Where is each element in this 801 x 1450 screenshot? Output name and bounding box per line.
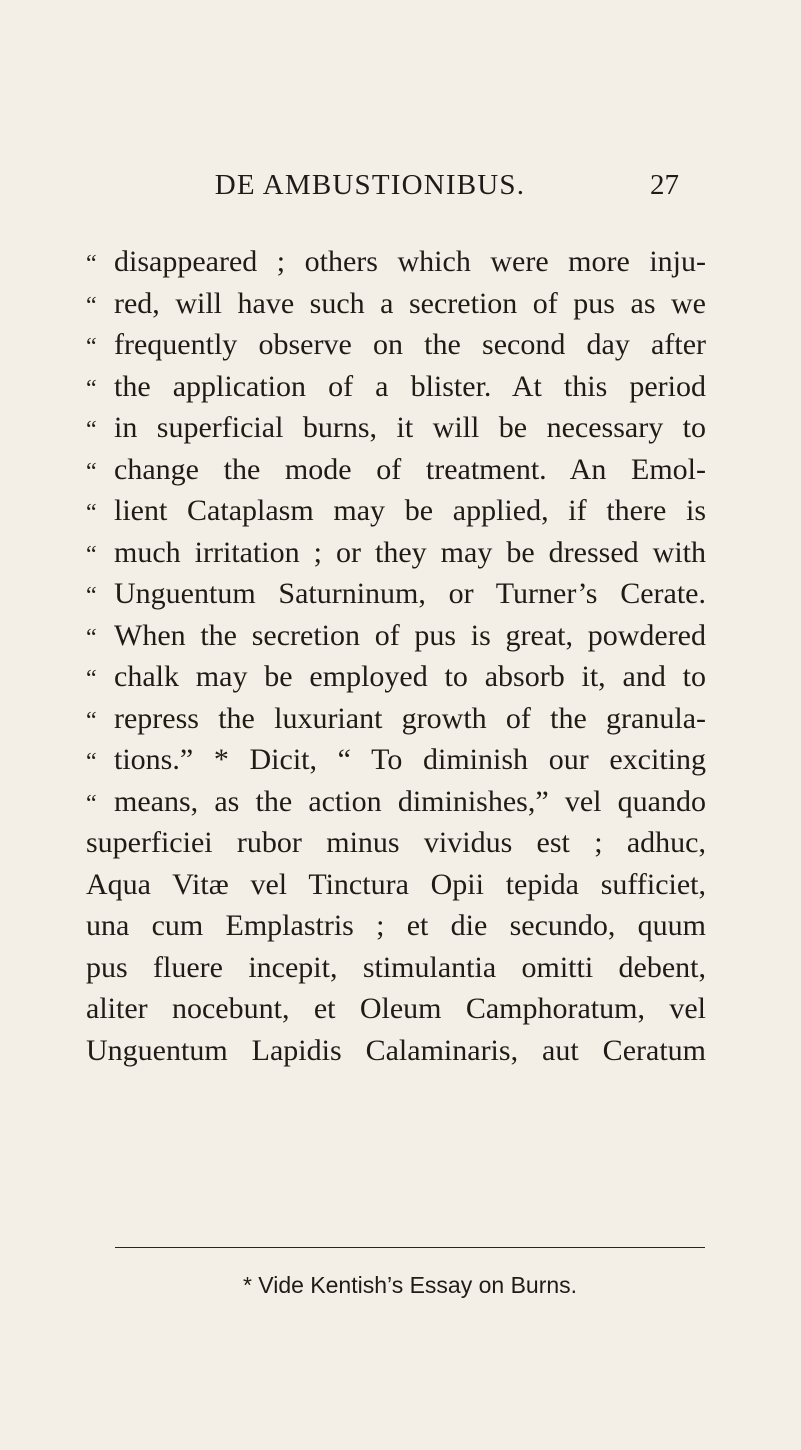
footnote: * Vide Kentish’s Essay on Burns.: [242, 1272, 578, 1298]
line-text: frequently observe on the second day after: [114, 328, 706, 361]
line-text: Aqua Vitæ vel Tinctura Opii tepida sufficiet,: [86, 867, 706, 901]
quote-mark: “: [86, 707, 97, 734]
running-header: DE AMBUSTIONIBUS.: [214, 169, 526, 201]
line-text: una cum Emplastris ; et die secundo, quum: [86, 909, 706, 942]
text-line: [86, 615, 706, 657]
line-text: chalk may be employed to absorb it, and to: [114, 660, 706, 693]
text-line: [86, 864, 706, 906]
text-line: [86, 283, 706, 325]
line-text: red, will have such a secretion of pus as we: [114, 286, 706, 320]
quote-mark: “: [86, 292, 97, 319]
text-line: [86, 449, 706, 491]
quote-mark: “: [86, 458, 97, 485]
text-line: [86, 532, 706, 574]
text-line: [86, 366, 706, 408]
text-line: [86, 947, 706, 989]
text-line: [86, 407, 706, 449]
text-line: [86, 988, 706, 1030]
text-line: [86, 1030, 706, 1072]
line-text: much irritation ; or they may be dressed with: [114, 535, 706, 569]
line-text: repress the luxuriant growth of the granula-: [114, 701, 706, 735]
text-line: [86, 822, 706, 864]
quote-mark: “: [86, 749, 97, 775]
line-text: Unguentum Lapidis Calaminaris, aut Ceratum: [86, 1033, 706, 1067]
text-line: [86, 698, 706, 740]
body-text: [86, 241, 706, 1071]
line-text: lient Cataplasm may be applied, if there is: [114, 494, 706, 527]
line-text: in superficial burns, it will be necessary to: [114, 411, 706, 444]
text-line: [86, 656, 706, 698]
line-text: means, as the action diminishes,” vel quando: [114, 784, 706, 818]
line-text: tions.” * Dicit, “ To diminish our exciting: [114, 743, 706, 776]
line-text: change the mode of treatment. An Emol-: [114, 452, 706, 486]
line-text: Unguentum Saturninum, or Turner’s Cerate.: [114, 577, 706, 610]
line-text: the application of a blister. At this period: [114, 369, 706, 403]
quote-mark: “: [86, 375, 97, 402]
line-text: disappeared ; others which were more inju-: [114, 245, 706, 278]
text-line: [86, 905, 706, 947]
line-text: When the secretion of pus is great, powdered: [114, 618, 706, 652]
quote-mark: “: [86, 500, 97, 526]
quote-mark: “: [86, 666, 97, 692]
line-text: superficiei rubor minus vividus est ; adhuc,: [86, 826, 706, 859]
quote-mark: “: [86, 583, 97, 609]
text-line: [86, 573, 706, 615]
quote-mark: “: [86, 251, 97, 277]
page-number: 27: [650, 169, 679, 201]
line-text: pus fluere incepit, stimulantia omitti debent,: [86, 950, 706, 984]
footnote-rule: [115, 1247, 705, 1248]
quote-mark: “: [86, 790, 97, 817]
quote-mark: “: [86, 417, 97, 443]
line-text: aliter nocebunt, et Oleum Camphoratum, vel: [86, 992, 706, 1025]
text-line: [86, 241, 706, 283]
text-line: [86, 739, 706, 781]
text-line: [86, 324, 706, 366]
quote-mark: “: [86, 334, 97, 360]
quote-mark: “: [86, 541, 97, 568]
text-line: [86, 781, 706, 823]
text-line: [86, 490, 706, 532]
quote-mark: “: [86, 624, 97, 651]
